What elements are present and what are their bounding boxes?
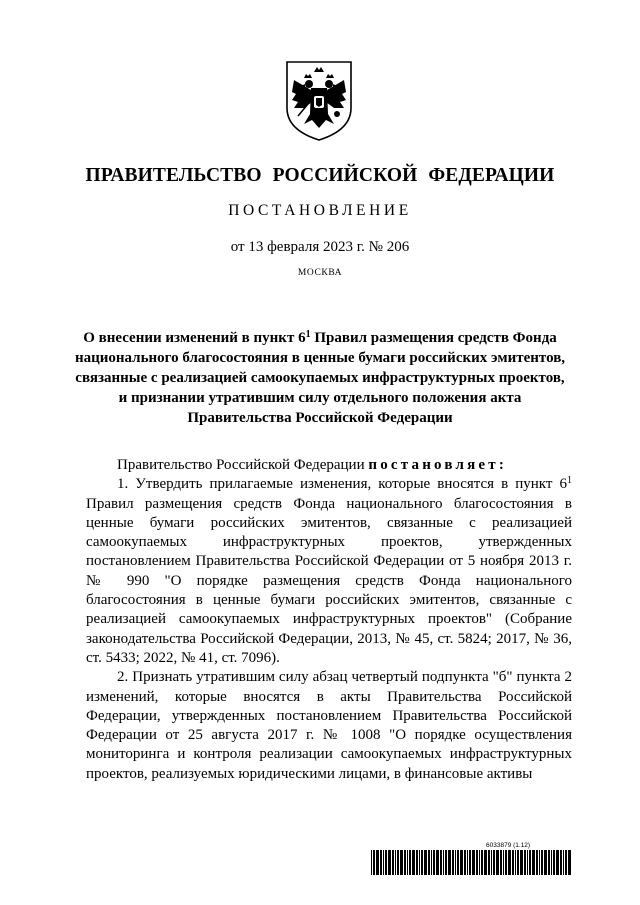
document-body — [86, 456, 572, 784]
paragraph-1-end: Правил размещения средств Фонда национального благосостояния в ценные бумаги российских эмитентов, связанные с реализацией самоокупаемых инфраструктурных проектов, утвержденных постановлением Правительства Российской Федерации от 5 ноября 2013 г. № 990 "О порядке размещения средств Фонда национального благосостояния в ценные бумаги российских эмитентов, связанные с реализацией самоокупаемых инфраструктурных проектов" (Собрание законодательства Российской Федерации, 2013, № 45, ст. 5824; 2017, № 36, ст. 5433; 2022, № 41, ст. 7096). — [86, 495, 572, 666]
intro-lead-text: Правительство Российской Федерации — [117, 457, 369, 473]
government-title: ПРАВИТЕЛЬСТВО РОССИЙСКОЙ ФЕДЕРАЦИИ — [85, 165, 555, 186]
intro-paragraph — [86, 456, 572, 475]
decree-keyword: постановляет: — [368, 457, 508, 473]
paragraph-1-start: 1. Утвердить прилагаемые изменения, которые вносятся в пункт 6 — [117, 476, 567, 493]
title-text-end: Правил размещения средств Фонда национального благосостояния в ценные бумаги российских эмитентов, связанные с реализацией самоокупаемых инфраструктурных проектов, и признании утратившим силу отдельного положения акта Правительства Российской Федерации — [74, 330, 566, 426]
barcode-number: 6033879 (1.12) — [486, 842, 531, 849]
coat-of-arms-emblem — [284, 58, 354, 142]
document-title — [70, 328, 570, 428]
city-name: МОСКВА — [297, 268, 343, 278]
title-text-start: О внесении изменений в пункт 6 — [83, 330, 306, 346]
barcode-icon — [371, 850, 571, 875]
paragraph-1-superscript: 1 — [567, 475, 572, 487]
title-superscript: 1 — [305, 329, 311, 340]
paragraph-1 — [86, 475, 572, 668]
date-and-number: от 13 февраля 2023 г. № 206 — [230, 239, 410, 255]
document-type: ПОСТАНОВЛЕНИЕ — [228, 202, 412, 219]
paragraph-2: 2. Признать утратившим силу абзац четвертый подпункта "б" пункта 2 изменений, которые вносятся в акты Правительства Российской Федерации, утвержденных постановлением Правительства Российской Федерации от 25 августа 2017 г. № 1008 "О порядке осуществления мониторинга и контроля реализации самоокупаемых инфраструктурных проектов, реализуемых юридическими лицами, в финансовые активы — [86, 669, 572, 782]
